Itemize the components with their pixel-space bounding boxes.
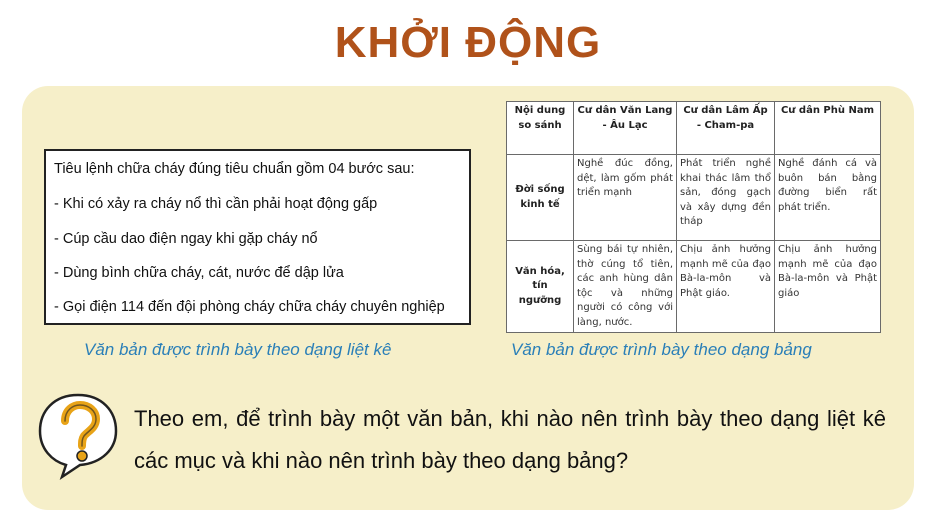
table-header-cell: Cư dân Văn Lang - Âu Lạc: [574, 102, 677, 155]
table-cell: Nghề đánh cá và buôn bán bằng đường biển rất phát triển.: [775, 155, 881, 241]
table-caption: Văn bản được trình bày theo dạng bảng: [511, 340, 812, 359]
table-cell: Sùng bái tự nhiên, thờ cúng tổ tiên, các anh hùng dân tộc và những người có công với làng, nước.: [574, 241, 677, 333]
table-header-cell: Cư dân Lâm Ấp - Cham-pa: [677, 102, 775, 155]
table-header-cell: Cư dân Phù Nam: [775, 102, 881, 155]
list-item: - Khi có xảy ra cháy nổ thì cần phải hoạt động gấp: [54, 196, 378, 212]
list-heading: Tiêu lệnh chữa cháy đúng tiêu chuẩn gồm 04 bước sau:: [54, 161, 415, 177]
table-header-row: [507, 102, 881, 155]
list-caption: Văn bản được trình bày theo dạng liệt kê: [84, 340, 392, 359]
page-title: KHỞI ĐỘNG: [334, 18, 602, 67]
table-cell: Phát triển nghề khai thác lâm thổ sản, đóng gạch và xây dựng đền tháp: [677, 155, 775, 241]
table-cell: Chịu ảnh hưởng mạnh mẽ của đạo Bà-la-môn và Phật giáo.: [677, 241, 775, 333]
table-row: [507, 241, 881, 333]
question-bubble-icon: [36, 391, 120, 481]
comparison-table: [506, 101, 881, 333]
table-header-cell: Nội dung so sánh: [507, 102, 574, 155]
table-row-label: Đời sống kinh tế: [507, 155, 574, 241]
table-cell: Nghề đúc đồng, dệt, làm gốm phát triển mạnh: [574, 155, 677, 241]
list-item: - Cúp cầu dao điện ngay khi gặp cháy nổ: [54, 231, 318, 247]
table-cell: Chịu ảnh hưởng mạnh mẽ của đạo Bà-la-môn và Phật giáo: [775, 241, 881, 333]
list-item: - Gọi điện 114 đến đội phòng cháy chữa cháy chuyên nghiệp: [54, 299, 445, 315]
list-item: - Dùng bình chữa cháy, cát, nước để dập lửa: [54, 265, 344, 281]
list-textbox: [44, 149, 471, 325]
question-text: Theo em, để trình bày một văn bản, khi nào nên trình bày theo dạng liệt kê các mục và khi nào nên trình bày theo dạng bảng?: [134, 406, 886, 473]
table-row-label: Văn hóa, tín ngưỡng: [507, 241, 574, 333]
table-row: [507, 155, 881, 241]
